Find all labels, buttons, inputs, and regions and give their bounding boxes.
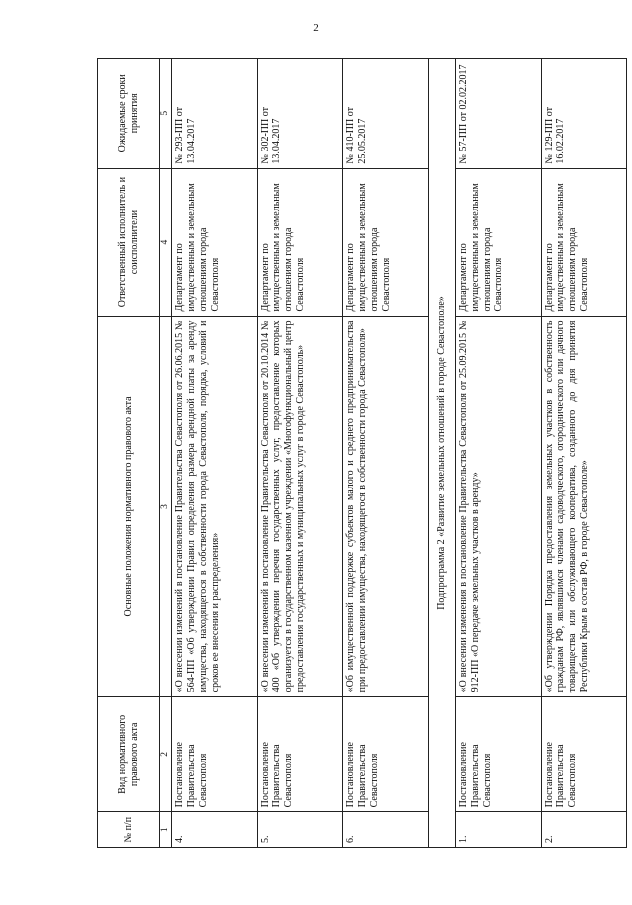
table-row bbox=[456, 59, 541, 848]
executor: Департамент по имущественным и земельным отношениям города Севастополя bbox=[257, 168, 342, 316]
executor: Департамент по имущественным и земельным отношениям города Севастополя bbox=[456, 168, 541, 316]
header-term: Ожидаемые сроки принятия bbox=[98, 59, 160, 169]
row-number: 5. bbox=[257, 812, 342, 848]
act-provisions: «О внесении изменения в постановление Правительства Севастополя от 25.09.2015 № 912-ПП «О передаче земельных участков в аренду» bbox=[456, 316, 541, 697]
page-number: 2 bbox=[313, 22, 319, 34]
header-executor: Ответственный исполнитель и соисполнители bbox=[98, 168, 160, 316]
act-type: Постановление Правительства Севастополя bbox=[456, 697, 541, 812]
legal-acts-table bbox=[97, 58, 627, 848]
col-index: 5 bbox=[160, 59, 172, 169]
table-row bbox=[343, 59, 428, 848]
rotated-table-wrapper bbox=[97, 58, 627, 848]
subprogram-title: Подпрограмма 2 «Развитие земельных отношений в городе Севастополе» bbox=[428, 59, 456, 848]
table-row bbox=[541, 59, 626, 848]
act-type: Постановление Правительства Севастополя bbox=[172, 697, 257, 812]
term: № 57-ПП от 02.02.2017 bbox=[456, 59, 541, 169]
act-type: Постановление Правительства Севастополя bbox=[257, 697, 342, 812]
term: № 302-ПП от 13.04.2017 bbox=[257, 59, 342, 169]
col-index: 1 bbox=[160, 812, 172, 848]
term: № 129-ПП от 16.02.2017 bbox=[541, 59, 626, 169]
header-row bbox=[98, 59, 160, 848]
header-num: № п/п bbox=[98, 812, 160, 848]
act-type: Постановление Правительства Севастополя bbox=[541, 697, 626, 812]
act-type: Постановление Правительства Севастополя bbox=[343, 697, 428, 812]
act-provisions: «О внесении изменений в постановление Правительства Севастополя от 26.06.2015 № 564-ПП «Об утверждении Правил определения размера арендной платы за аренду имущества, находящегося в собственности города Севастополя, порядка, условий и сроков ее внесения и распределения» bbox=[172, 316, 257, 697]
act-provisions: «О внесении изменений в постановление Правительства Севастополя от 20.10.2014 № 400 «Об утверждении перечня государственных услуг, предоставление которых организуется в государственном казенном учреждении «Многофункциональный центр предоставления государственных и муниципальных услуг в городе Севастополь» bbox=[257, 316, 342, 697]
col-index: 3 bbox=[160, 316, 172, 697]
executor: Департамент по имущественным и земельным отношениям города Севастополя bbox=[541, 168, 626, 316]
rotated-table-area bbox=[97, 58, 627, 848]
act-provisions: «Об утверждении Порядка предоставления земельных участков в собственность гражданам РФ, являвшимся членами садоводческого, огороднического или дачного товарищества или обслуживающего кооператива, созданного до дня принятия Республики Крым в состав РФ, в городе Севастополе» bbox=[541, 316, 626, 697]
row-number: 4. bbox=[172, 812, 257, 848]
term: № 293-ПП от 13.04.2017 bbox=[172, 59, 257, 169]
table-row bbox=[172, 59, 257, 848]
table-row bbox=[257, 59, 342, 848]
term: № 410-ПП от 25.05.2017 bbox=[343, 59, 428, 169]
column-index-row bbox=[160, 59, 172, 848]
col-index: 4 bbox=[160, 168, 172, 316]
col-index: 2 bbox=[160, 697, 172, 812]
row-number: 6. bbox=[343, 812, 428, 848]
executor: Департамент по имущественным и земельным отношениям города Севастополя bbox=[172, 168, 257, 316]
header-act-type: Вид нормативного правового акта bbox=[98, 697, 160, 812]
row-number: 2. bbox=[541, 812, 626, 848]
header-provisions: Основные положения нормативного правового акта bbox=[98, 316, 160, 697]
subprogram-row bbox=[428, 59, 456, 848]
act-provisions: «Об имущественной поддержке субъектов малого и среднего предпринимательства при предоставлении имущества, находящегося в собственности города Севастополя» bbox=[343, 316, 428, 697]
executor: Департамент по имущественным и земельным отношениям города Севастополя bbox=[343, 168, 428, 316]
row-number: 1. bbox=[456, 812, 541, 848]
